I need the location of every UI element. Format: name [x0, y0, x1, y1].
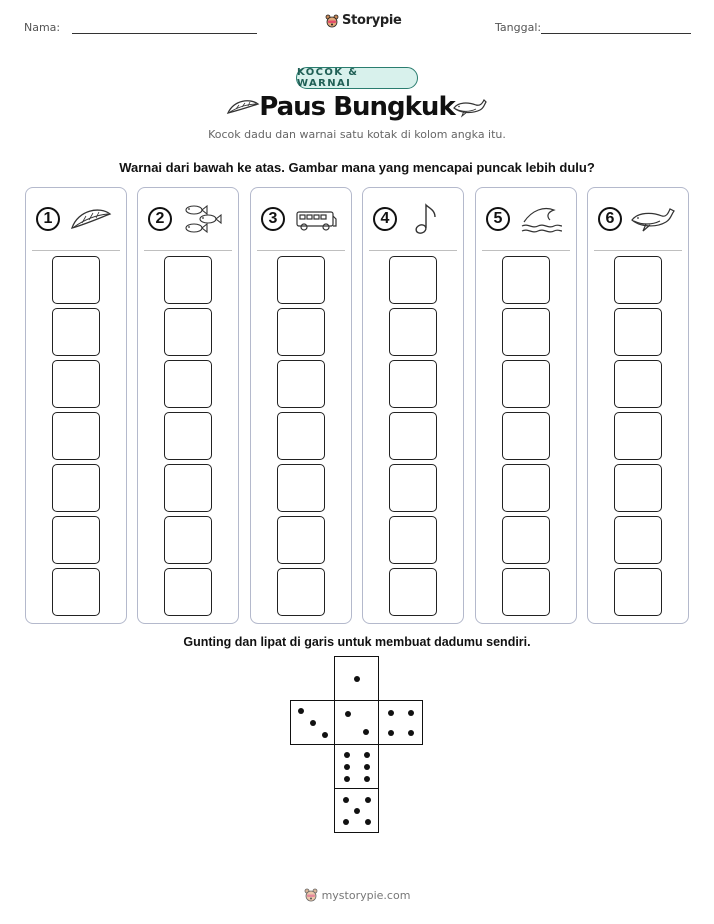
column-number: 6 [598, 207, 622, 231]
column-number: 4 [373, 207, 397, 231]
dice-pip [344, 764, 350, 770]
dice-face-5 [334, 788, 379, 833]
color-box[interactable] [52, 568, 100, 616]
color-box[interactable] [164, 568, 212, 616]
dice-pip [344, 752, 350, 758]
color-box[interactable] [389, 516, 437, 564]
column-number: 1 [36, 207, 60, 231]
column-number: 3 [261, 207, 285, 231]
page-subtitle: Kocok dadu dan warnai satu kotak di kolom angka itu. [208, 128, 506, 141]
fish-school-icon [180, 202, 226, 236]
dice-pip [354, 808, 360, 814]
date-line[interactable] [541, 33, 691, 34]
color-box[interactable] [389, 412, 437, 460]
color-box[interactable] [502, 256, 550, 304]
dice-columns [25, 187, 689, 624]
page-footer [0, 885, 714, 905]
color-box[interactable] [277, 464, 325, 512]
dice-pip [343, 797, 349, 803]
color-box[interactable] [614, 308, 662, 356]
color-box[interactable] [164, 308, 212, 356]
color-box[interactable] [277, 516, 325, 564]
dice-face-1 [334, 656, 379, 701]
column-divider [257, 250, 345, 251]
color-box[interactable] [614, 516, 662, 564]
dice-face-4 [378, 700, 423, 745]
dice-pip [345, 711, 351, 717]
color-box[interactable] [52, 516, 100, 564]
color-box[interactable] [502, 412, 550, 460]
column-divider [482, 250, 570, 251]
activity-badge: KOCOK & WARNAI [296, 67, 418, 89]
color-box[interactable] [277, 256, 325, 304]
dice-face-2 [334, 700, 379, 745]
color-box[interactable] [614, 256, 662, 304]
color-box[interactable] [164, 256, 212, 304]
color-box[interactable] [277, 568, 325, 616]
color-box[interactable] [502, 516, 550, 564]
column-1 [25, 187, 127, 624]
dice-pip [364, 764, 370, 770]
column-divider [369, 250, 457, 251]
color-box[interactable] [614, 464, 662, 512]
dice-pip [364, 752, 370, 758]
column-5 [475, 187, 577, 624]
color-box[interactable] [614, 360, 662, 408]
color-box[interactable] [502, 360, 550, 408]
color-box[interactable] [614, 412, 662, 460]
column-number: 5 [486, 207, 510, 231]
color-box[interactable] [164, 464, 212, 512]
leaf-icon [68, 202, 114, 236]
color-box[interactable] [502, 464, 550, 512]
color-box[interactable] [52, 256, 100, 304]
color-box[interactable] [52, 464, 100, 512]
column-header [261, 202, 343, 236]
dice-net [290, 656, 424, 836]
color-box[interactable] [389, 256, 437, 304]
dice-pip [365, 819, 371, 825]
color-box[interactable] [502, 568, 550, 616]
bear-mascot-icon [304, 888, 318, 902]
brand-name: Storypie [342, 13, 402, 28]
bear-mascot-icon [325, 14, 339, 28]
dice-face-6 [334, 744, 379, 789]
color-box[interactable] [389, 568, 437, 616]
dice-pip [310, 720, 316, 726]
column-header [373, 202, 455, 236]
brand-logo [325, 13, 402, 28]
whale-icon [452, 96, 488, 118]
whale-icon [630, 202, 676, 236]
color-box[interactable] [52, 360, 100, 408]
worksheet-header [0, 0, 714, 50]
dice-pip [354, 676, 360, 682]
dice-pip [388, 710, 394, 716]
color-box[interactable] [614, 568, 662, 616]
column-3 [250, 187, 352, 624]
name-line[interactable] [72, 33, 257, 34]
music-note-icon [405, 202, 451, 236]
title-row [0, 92, 714, 126]
column-header [598, 202, 680, 236]
column-4 [362, 187, 464, 624]
dice-pip [364, 776, 370, 782]
color-box[interactable] [389, 308, 437, 356]
color-box[interactable] [164, 360, 212, 408]
ocean-wave-icon [518, 202, 564, 236]
column-header [36, 202, 118, 236]
color-box[interactable] [52, 412, 100, 460]
dice-pip [408, 710, 414, 716]
column-divider [32, 250, 120, 251]
column-6 [587, 187, 689, 624]
bus-icon [293, 202, 339, 236]
date-label: Tanggal: [495, 21, 542, 34]
column-number: 2 [148, 207, 172, 231]
color-box[interactable] [389, 464, 437, 512]
footer-website: mystorypie.com [321, 888, 411, 902]
dice-pip [363, 729, 369, 735]
dice-pip [343, 819, 349, 825]
color-box[interactable] [164, 412, 212, 460]
cut-instruction: Gunting dan lipat di garis untuk membuat dadumu sendiri. [183, 635, 531, 649]
color-box[interactable] [277, 360, 325, 408]
column-divider [594, 250, 682, 251]
color-box[interactable] [389, 360, 437, 408]
coloring-instruction: Warnai dari bawah ke atas. Gambar mana yang mencapai puncak lebih dulu? [119, 160, 595, 175]
column-divider [144, 250, 232, 251]
dice-pip [408, 730, 414, 736]
color-box[interactable] [52, 308, 100, 356]
color-box[interactable] [502, 308, 550, 356]
dice-pip [344, 776, 350, 782]
column-2 [137, 187, 239, 624]
dice-face-3 [290, 700, 335, 745]
column-header [148, 202, 230, 236]
dice-pip [388, 730, 394, 736]
column-header [486, 202, 568, 236]
page-title: Paus Bungkuk [259, 92, 455, 122]
color-box[interactable] [277, 412, 325, 460]
color-box[interactable] [277, 308, 325, 356]
name-label: Nama: [24, 21, 61, 34]
color-box[interactable] [164, 516, 212, 564]
dice-pip [365, 797, 371, 803]
dice-pip [322, 732, 328, 738]
dice-pip [298, 708, 304, 714]
